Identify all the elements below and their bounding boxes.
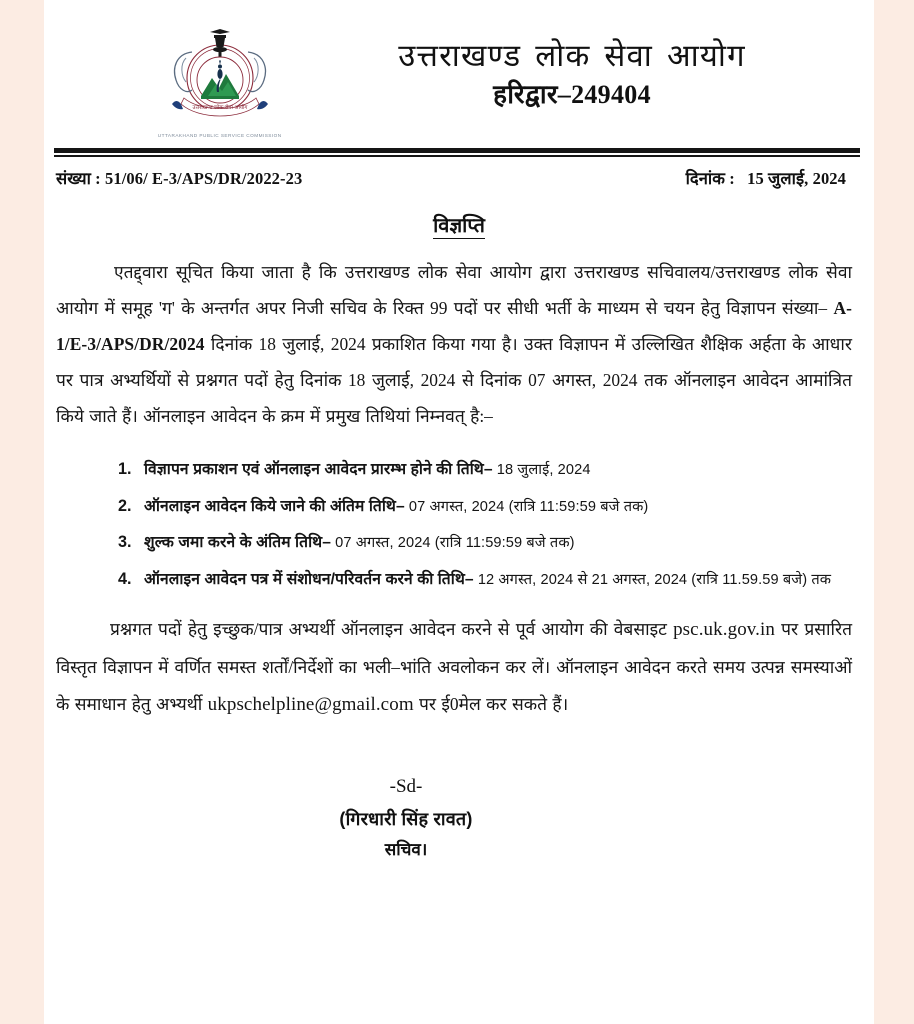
paragraph-two-part-c: पर ई0मेल कर सकते हैं। <box>413 694 569 715</box>
list-item <box>118 529 846 556</box>
advertisement-number: A-1/E-3/APS/DR/2024 <box>56 298 852 355</box>
paragraph-one-part-b: दिनांक 18 जुलाई, 2024 प्रकाशित किया गया है। उक्त विज्ञापन में उल्लिखित शैक्षिक अर्हता के आधार पर पात्र अभ्यर्थियों से प्रश्नगत पदों हेतु दिनांक 18 जुलाई, 2024 से दिनांक 07 अगस्त, 2024 तक ऑनलाइन आवेदन आमांत्रित किये जाते हैं। ऑनलाइन आवेदन के क्रम में प्रमुख तिथियां निम्नवत् है:– <box>56 334 852 427</box>
reference-date-label: दिनांक : <box>685 169 735 188</box>
paper-sheet <box>44 0 874 1024</box>
document-heading <box>44 211 874 238</box>
list-item-content <box>144 493 846 520</box>
paragraph-two-part-b: पर प्रसारित विस्तृत विज्ञापन में वर्णित समस्त शर्तों/निर्देशों का भली–भांति अवलोकन कर लें। ऑनलाइन आवेदन करते समय उत्पन्न समस्याओं के समाधान हेतु अभ्यर्थी <box>56 618 853 715</box>
signatory-name: (गिरधारी सिंह रावत) <box>339 808 473 829</box>
email-link[interactable]: ukpschelpline@gmail.com <box>207 694 414 716</box>
list-item-label: ऑनलाइन आवेदन पत्र में संशोधन/परिवर्तन करने की तिथि– <box>144 571 474 588</box>
website-link[interactable]: psc.uk.gov.in <box>673 618 776 640</box>
list-item-value: 07 अगस्त, 2024 (रात्रि 11:59:59 बजे तक) <box>404 498 649 515</box>
document-heading-text: विज्ञप्ति <box>433 215 485 237</box>
list-item-value: 07 अगस्त, 2024 (रात्रि 11:59:59 बजे तक) <box>330 535 575 552</box>
paragraph-one <box>56 254 852 434</box>
list-item-content <box>144 529 846 556</box>
masthead <box>150 0 874 138</box>
list-item-content <box>144 566 846 593</box>
list-item-value: 12 अगस्त, 2024 से 21 अगस्त, 2024 (रात्रि 11.59.59 बजे) तक <box>473 572 832 588</box>
reference-date-value: 15 जुलाई, 2024 <box>747 169 846 188</box>
list-item-label: विज्ञापन प्रकाशन एवं ऑनलाइन आवेदन प्रारम्भ होने की तिथि– <box>144 461 493 479</box>
organization-address: हरिद्वार–249404 <box>493 79 651 109</box>
paragraph-two <box>56 610 852 725</box>
reference-row <box>56 166 852 189</box>
important-dates-list <box>56 456 852 593</box>
list-item-label: शुल्क जमा करने के अंतिम तिथि– <box>144 534 331 552</box>
reference-number <box>56 166 302 189</box>
paragraph-two-part-a: प्रश्नगत पदों हेतु इच्छुक/पात्र अभ्यर्थी ऑनलाइन आवेदन करने से पूर्व आयोग की वेबसाइट <box>110 618 674 639</box>
ukpsc-emblem-icon <box>156 28 284 132</box>
emblem-caption: UTTARAKHAND PUBLIC SERVICE COMMISSION <box>158 132 282 139</box>
reference-date <box>686 166 852 189</box>
title-block <box>290 24 874 111</box>
header-divider <box>44 148 874 157</box>
list-item-label: ऑनलाइन आवेदन किये जाने की अंतिम तिथि– <box>144 497 405 515</box>
list-item <box>118 566 846 593</box>
paragraph-one-part-a: एतद्द्वारा सूचित किया जाता है कि उत्तराखण्ड लोक सेवा आयोग द्वारा उत्तराखण्ड सचिवालय/उत्तराखण्ड लोक सेवा आयोग में समूह 'ग' के अन्तर्गत अपर निजी सचिव के रिक्त 99 पदों पर सीधी भर्ती के माध्यम से चयन हेतु विज्ञापन संख्या– <box>56 262 852 319</box>
reference-number-value: 51/06/ E-3/APS/DR/2022-23 <box>105 169 303 188</box>
list-item-value: 18 जुलाई, 2024 <box>492 462 591 479</box>
signature-block <box>56 771 756 864</box>
divider-thin-line <box>54 155 860 157</box>
left-margin-band <box>0 0 44 1024</box>
list-item <box>118 493 846 520</box>
document-body <box>56 254 852 864</box>
signatory-designation: सचिव। <box>384 839 428 859</box>
signature-sd: -Sd- <box>389 775 423 797</box>
organization-title: उत्तराखण्ड लोक सेवा आयोग <box>398 38 746 73</box>
reference-number-label: संख्या : <box>56 169 101 188</box>
list-item <box>118 456 846 483</box>
emblem-container <box>150 24 290 138</box>
right-margin-band <box>874 0 914 1024</box>
svg-text:उत्तराखण्ड लोक सेवा आयोग: उत्तराखण्ड लोक सेवा आयोग <box>192 105 248 111</box>
list-item-content <box>144 456 846 483</box>
